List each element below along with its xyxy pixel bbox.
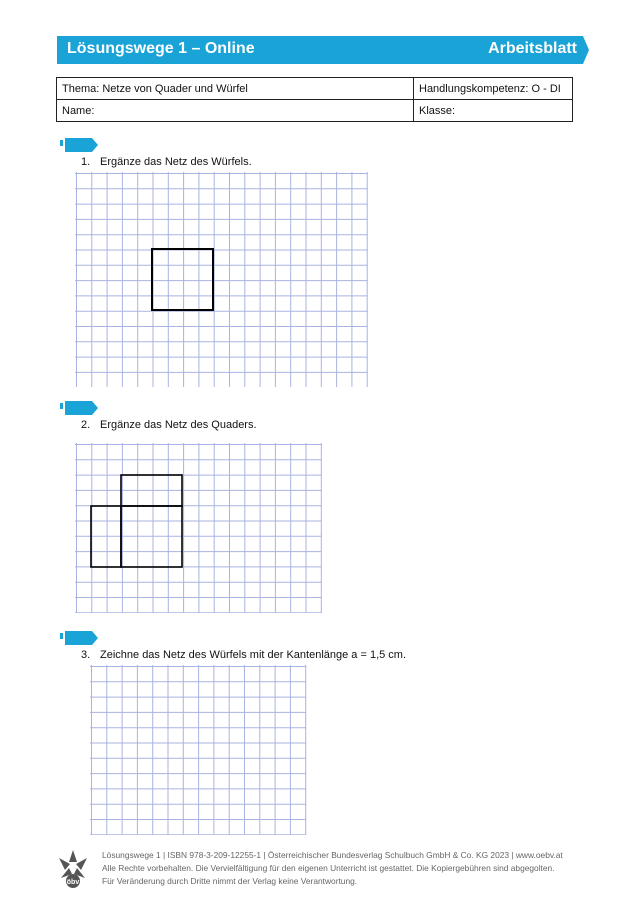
cuboid-faces xyxy=(75,443,325,613)
footer-line-2: Alle Rechte vorbehalten. Die Vervielfältigung für den eigenen Unterricht ist gestattet. Die Kopiergebühren sind abgegolten. xyxy=(102,863,555,873)
task-number: 2. xyxy=(81,419,91,431)
task-number: 1. xyxy=(81,156,91,168)
footer-line-1: Lösungswege 1 | ISBN 978-3-209-12255-1 | Österreichischer Bundesverlag Schulbuch GmbH & Co. KG 2023 | www.oebv.at xyxy=(102,850,563,860)
task-number: 3. xyxy=(81,649,91,661)
oebv-logo-icon xyxy=(55,848,91,888)
info-table xyxy=(56,77,573,122)
competence-cell: Handlungskompetenz: O - DI xyxy=(414,78,573,100)
task-3 xyxy=(81,649,406,661)
task-marker-icon xyxy=(60,138,98,152)
task-text: Zeichne das Netz des Würfels mit der Kantenlänge a = 1,5 cm. xyxy=(100,649,407,661)
task-text: Ergänze das Netz des Würfels. xyxy=(100,156,252,168)
task-text: Ergänze das Netz des Quaders. xyxy=(100,419,257,431)
name-field[interactable]: Name: xyxy=(57,100,414,122)
task-marker-icon xyxy=(60,401,98,415)
cube-face xyxy=(75,172,370,387)
footer xyxy=(102,849,563,888)
task-1 xyxy=(81,156,252,168)
task-marker-icon xyxy=(60,631,98,645)
grid-area-3[interactable] xyxy=(90,665,310,835)
header-type: Arbeitsblatt xyxy=(488,40,577,57)
footer-line-3: Für Veränderung durch Dritte nimmt der Verlag keine Verantwortung. xyxy=(102,876,358,886)
header-title: Lösungswege 1 – Online xyxy=(67,40,255,57)
task-2 xyxy=(81,419,257,431)
header-banner xyxy=(57,36,589,64)
topic-cell: Thema: Netze von Quader und Würfel xyxy=(57,78,414,100)
logo-text: öbv xyxy=(66,879,80,886)
class-field[interactable]: Klasse: xyxy=(414,100,573,122)
